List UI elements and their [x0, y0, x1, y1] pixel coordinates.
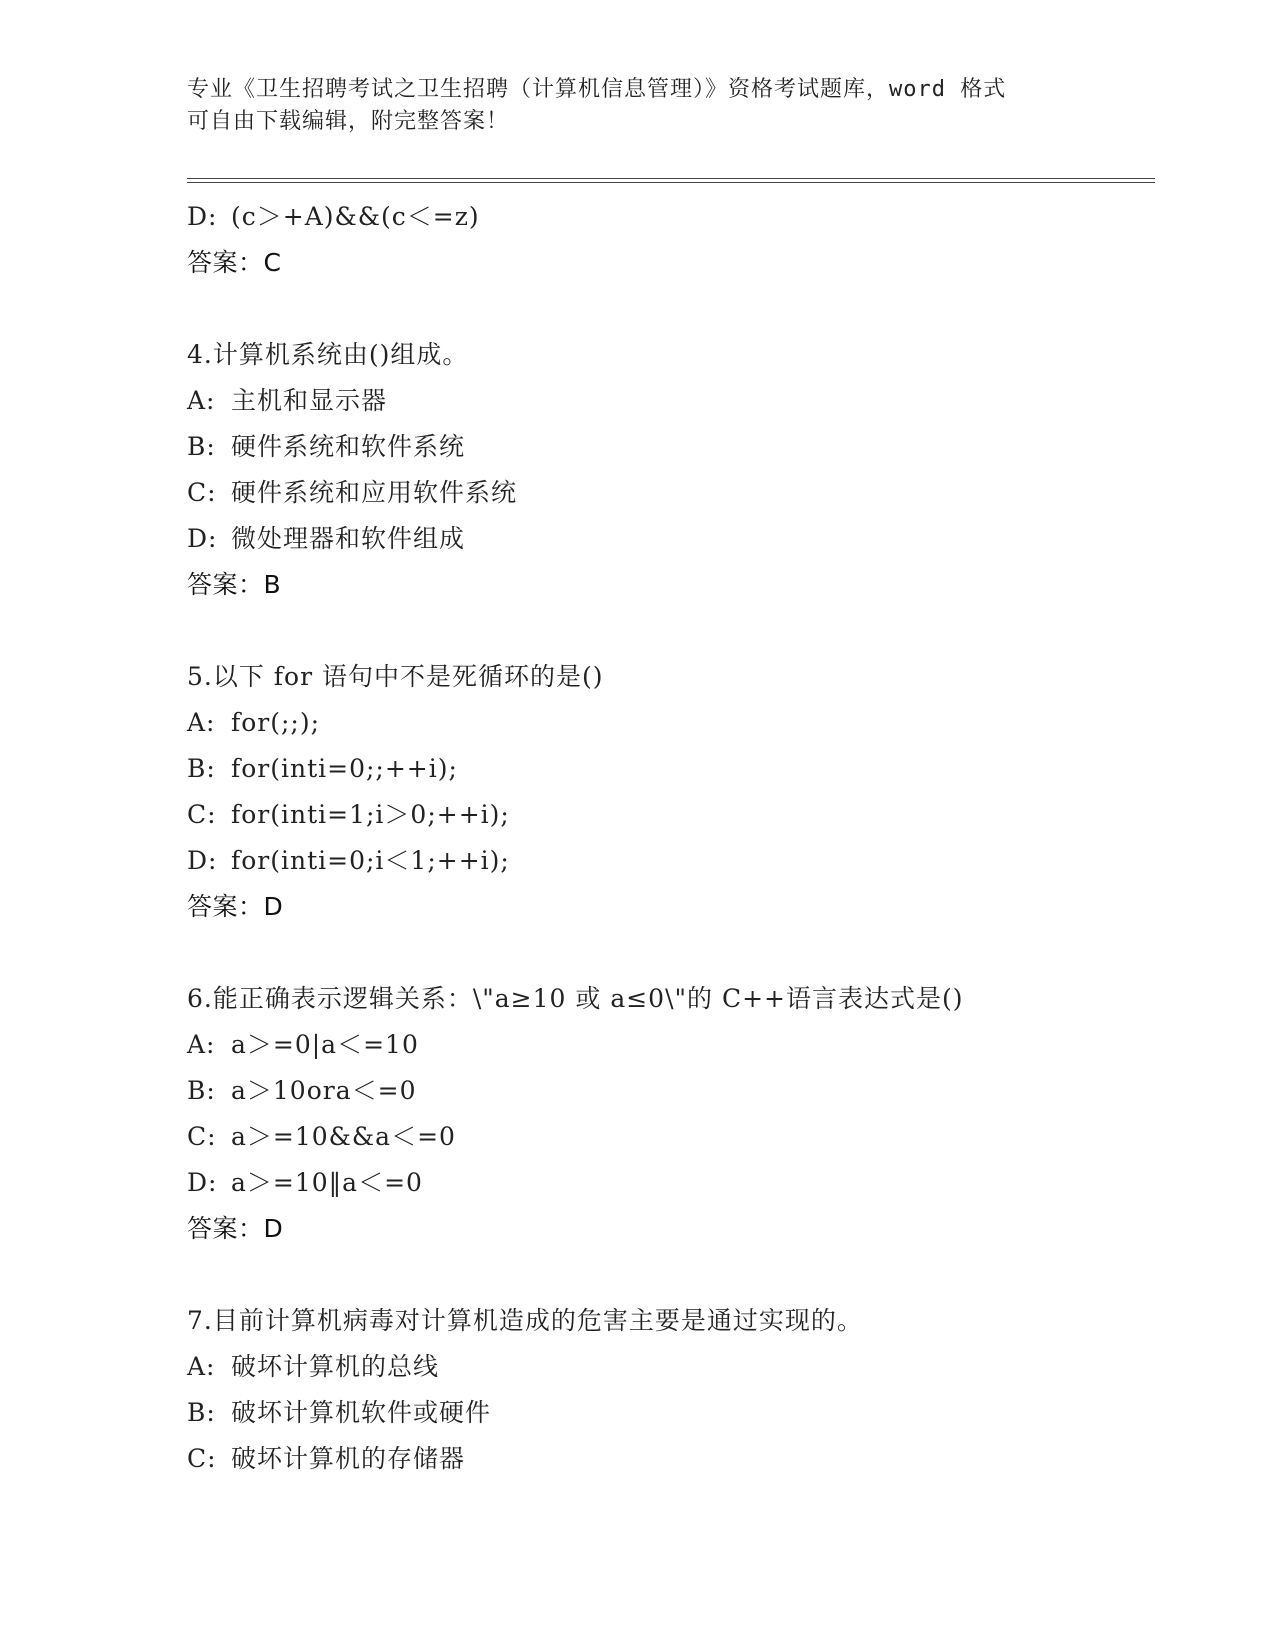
option-a-line [187, 700, 1147, 746]
option-d-line [187, 516, 1147, 562]
option-text: 硬件系统和软件系统 [231, 432, 466, 461]
option-d-line [187, 1160, 1147, 1206]
header-divider-bottom [187, 182, 1155, 183]
option-c-line [187, 792, 1147, 838]
option-key: D: [187, 846, 218, 875]
question-stem: 6.能正确表示逻辑关系：\"a≥10 或 a≤0\"的 C++语言表达式是() [187, 984, 964, 1013]
answer-line: 答案：D [187, 1214, 284, 1243]
header-divider-top [187, 178, 1155, 179]
option-b-line [187, 424, 1147, 470]
option-text: a＞=10‖a＜=0 [231, 1168, 423, 1197]
question-list [187, 194, 1147, 1482]
question-stem: 7.目前计算机病毒对计算机造成的危害主要是通过实现的。 [187, 1306, 863, 1335]
spacer [187, 930, 1147, 976]
option-key: A: [187, 386, 216, 415]
option-text: for(inti=1;i＞0;++i); [231, 800, 510, 829]
option-a-line [187, 1022, 1147, 1068]
option-c-line [187, 1436, 1147, 1482]
option-text: a＞=10&&a＜=0 [231, 1122, 456, 1151]
option-key: B: [187, 1076, 216, 1105]
option-key: C: [187, 1444, 217, 1473]
option-c-line [187, 470, 1147, 516]
option-text: 主机和显示器 [231, 386, 388, 415]
option-text: 硬件系统和应用软件系统 [231, 478, 518, 507]
option-text: 破坏计算机软件或硬件 [231, 1398, 492, 1427]
option-key: B: [187, 1398, 216, 1427]
option-key: C: [187, 478, 217, 507]
answer-line: 答案：B [187, 570, 282, 599]
header-subtitle-line: 可自由下载编辑，附完整答案！ [187, 109, 510, 134]
option-a-line [187, 1344, 1147, 1390]
option-b-line [187, 746, 1147, 792]
option-key: A: [187, 1352, 216, 1381]
option-b-line [187, 1390, 1147, 1436]
question-stem: 4.计算机系统由()组成。 [187, 340, 469, 369]
option-text: for(inti=0;i＜1;++i); [231, 846, 510, 875]
option-text: 破坏计算机的存储器 [231, 1444, 466, 1473]
option-text: a＞10ora＜=0 [231, 1076, 417, 1105]
option-b-line [187, 1068, 1147, 1114]
question-stem: 5.以下 for 语句中不是死循环的是() [187, 662, 604, 691]
option-key: C: [187, 1122, 217, 1151]
option-key: B: [187, 754, 216, 783]
option-text: for(inti=0;;++i); [231, 754, 458, 783]
option-a-line [187, 378, 1147, 424]
option-key: C: [187, 800, 217, 829]
spacer [187, 608, 1147, 654]
document-header [187, 74, 1087, 138]
option-text: 微处理器和软件组成 [231, 524, 466, 553]
option-key: D: [187, 202, 218, 231]
option-c-line [187, 1114, 1147, 1160]
answer-line: 答案：C [187, 248, 282, 277]
option-key: D: [187, 524, 218, 553]
option-key: A: [187, 1030, 216, 1059]
spacer [187, 286, 1147, 332]
header-title-line: 专业《卫生招聘考试之卫生招聘（计算机信息管理）》资格考试题库，word 格式 [187, 77, 1007, 102]
option-key: A: [187, 708, 216, 737]
option-key: D: [187, 1168, 218, 1197]
option-key: B: [187, 432, 216, 461]
option-text: 破坏计算机的总线 [231, 1352, 440, 1381]
answer-line: 答案：D [187, 892, 284, 921]
option-text: for(;;); [231, 708, 321, 737]
spacer [187, 1252, 1147, 1298]
option-d-line [187, 838, 1147, 884]
option-text: a＞=0|a＜=10 [231, 1030, 419, 1059]
option-text: (c＞+A)&&(c＜=z) [231, 202, 480, 231]
option-d-line [187, 194, 1147, 240]
